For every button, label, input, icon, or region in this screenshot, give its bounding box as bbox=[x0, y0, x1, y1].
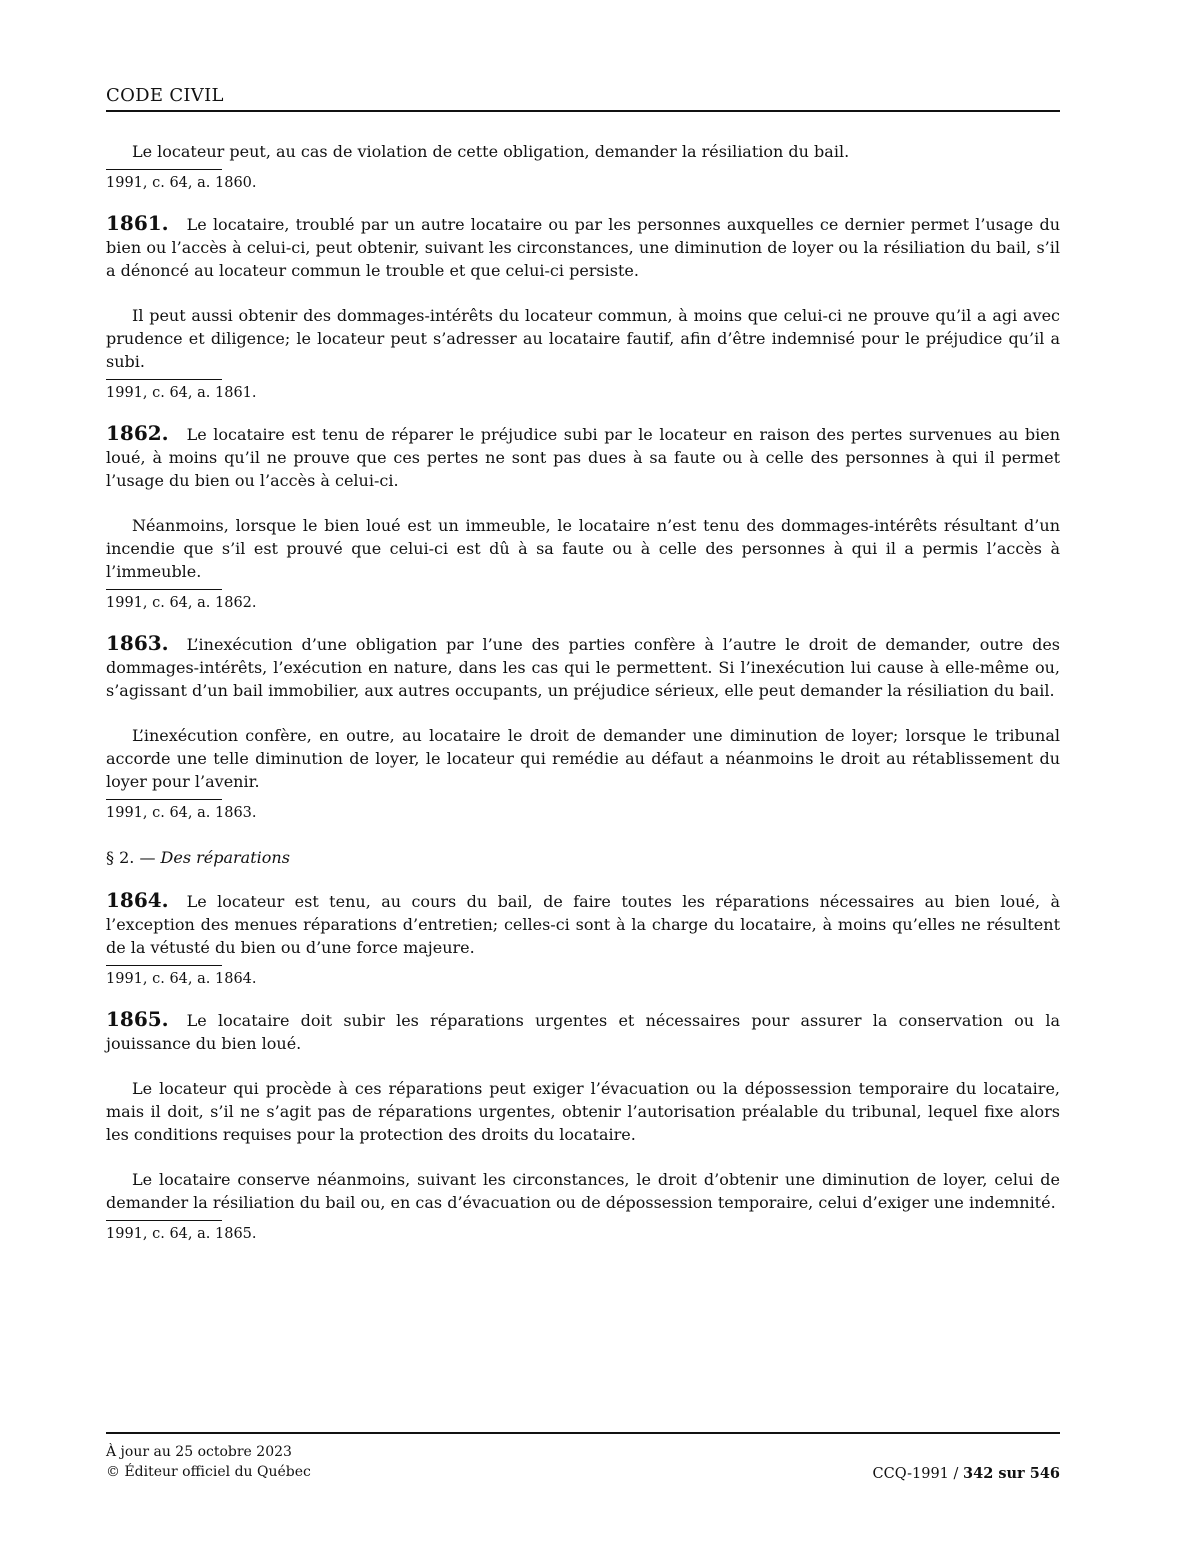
section-title: Des réparations bbox=[160, 848, 290, 867]
article-text: Le locataire conserve néanmoins, suivant les circonstances, le droit d’obtenir une diminution de loyer, celui de demander la résiliation du bail ou, en cas d’évacuation ou de dépossession temporaire, celui d’exiger une indemnité. bbox=[106, 1170, 1060, 1212]
article-paragraph bbox=[106, 1077, 1060, 1146]
article bbox=[106, 889, 1060, 988]
article-citation: 1991, c. 64, a. 1862. bbox=[106, 589, 222, 612]
page-footer bbox=[106, 1432, 1060, 1482]
article-paragraph bbox=[106, 889, 1060, 959]
page-header-title: CODE CIVIL bbox=[106, 84, 1060, 112]
article-text: Le locataire, troublé par un autre locataire ou par les personnes auxquelles ce dernier permet l’usage du bien ou l’accès à celui-ci, peut obtenir, suivant les circonstances, une diminution de loyer ou la résiliation du bail, s’il a dénoncé au locateur commun le trouble et que celui-ci persiste. bbox=[106, 215, 1060, 280]
article-text: Néanmoins, lorsque le bien loué est un immeuble, le locataire n’est tenu des dommages-intérêts résultant d’un incendie que s’il est prouvé que celui-ci est dû à sa faute ou à celle des personnes à qui il a permis l’accès à l’immeuble. bbox=[106, 516, 1060, 581]
article bbox=[106, 1008, 1060, 1243]
article-number: 1865. bbox=[106, 1007, 169, 1031]
article-citation: 1991, c. 64, a. 1863. bbox=[106, 799, 222, 822]
articles-group-b bbox=[106, 889, 1060, 1243]
article-paragraph bbox=[106, 514, 1060, 583]
article-paragraph bbox=[106, 212, 1060, 282]
article-paragraph bbox=[106, 1168, 1060, 1214]
article-paragraph bbox=[106, 724, 1060, 793]
article-number: 1861. bbox=[106, 211, 169, 235]
page-body bbox=[106, 84, 1060, 1243]
article-paragraph bbox=[106, 632, 1060, 702]
article-paragraph bbox=[106, 304, 1060, 373]
footer-page-number: 342 sur 546 bbox=[963, 1465, 1060, 1482]
article-text: L’inexécution d’une obligation par l’une des parties confère à l’autre le droit de demander, outre des dommages-intérêts, l’exécution en nature, dans les cas qui le permettent. Si l’inexécution lui cause à elle-même ou, s’agissant d’un bail immobilier, aux autres occupants, un préjudice sérieux, elle peut demander la résiliation du bail. bbox=[106, 635, 1060, 700]
footer-page-ref bbox=[873, 1464, 1061, 1484]
article bbox=[106, 212, 1060, 402]
section-heading bbox=[106, 846, 1060, 869]
article bbox=[106, 632, 1060, 822]
article-text: Le locateur est tenu, au cours du bail, de faire toutes les réparations nécessaires au bien loué, à l’exception des menues réparations d’entretien; celles-ci sont à la charge du locataire, à moins qu’elles ne résultent de la vétusté du bien ou d’une force majeure. bbox=[106, 892, 1060, 957]
article-citation: 1991, c. 64, a. 1865. bbox=[106, 1220, 222, 1243]
intro-citation: 1991, c. 64, a. 1860. bbox=[106, 169, 222, 192]
article-number: 1862. bbox=[106, 421, 169, 445]
footer-publisher: © Éditeur officiel du Québec bbox=[106, 1464, 311, 1480]
article-citation: 1991, c. 64, a. 1861. bbox=[106, 379, 222, 402]
article-text: Il peut aussi obtenir des dommages-intérêts du locateur commun, à moins que celui-ci ne prouve qu’il a agi avec prudence et diligence; le locateur peut s’adresser au locataire fautif, afin d’être indemnisé pour le préjudice qu’il a subi. bbox=[106, 306, 1060, 371]
footer-code: CCQ-1991 / bbox=[872, 1466, 964, 1482]
article bbox=[106, 422, 1060, 612]
article-text: Le locataire doit subir les réparations urgentes et nécessaires pour assurer la conservation ou la jouissance du bien loué. bbox=[106, 1011, 1060, 1053]
article-citation: 1991, c. 64, a. 1864. bbox=[106, 965, 222, 988]
article-number: 1864. bbox=[106, 888, 169, 912]
footer-updated: À jour au 25 octobre 2023 bbox=[106, 1444, 292, 1460]
article-paragraph bbox=[106, 1008, 1060, 1055]
article-paragraph bbox=[106, 422, 1060, 492]
intro-paragraph: Le locateur peut, au cas de violation de cette obligation, demander la résiliation du bail. bbox=[132, 142, 850, 161]
article-text: Le locataire est tenu de réparer le préjudice subi par le locateur en raison des pertes survenues au bien loué, à moins qu’il ne prouve que ces pertes ne sont pas dues à sa faute ou à celle des personnes à qui il permet l’usage du bien ou l’accès à celui-ci. bbox=[106, 425, 1060, 490]
articles-group-a bbox=[106, 212, 1060, 822]
article-text: L’inexécution confère, en outre, au locataire le droit de demander une diminution de loyer; lorsque le tribunal accorde une telle diminution de loyer, le locateur qui remédie au défaut a néanmoins le droit au rétablissement du loyer pour l’avenir. bbox=[106, 726, 1060, 791]
article-number: 1863. bbox=[106, 631, 169, 655]
article-text: Le locateur qui procède à ces réparations peut exiger l’évacuation ou la dépossession temporaire du locataire, mais il doit, s’il ne s’agit pas de réparations urgentes, obtenir l’autorisation préalable du tribunal, lequel fixe alors les conditions requises pour la protection des droits du locataire. bbox=[106, 1079, 1060, 1144]
section-prefix: § 2. — bbox=[106, 848, 161, 867]
